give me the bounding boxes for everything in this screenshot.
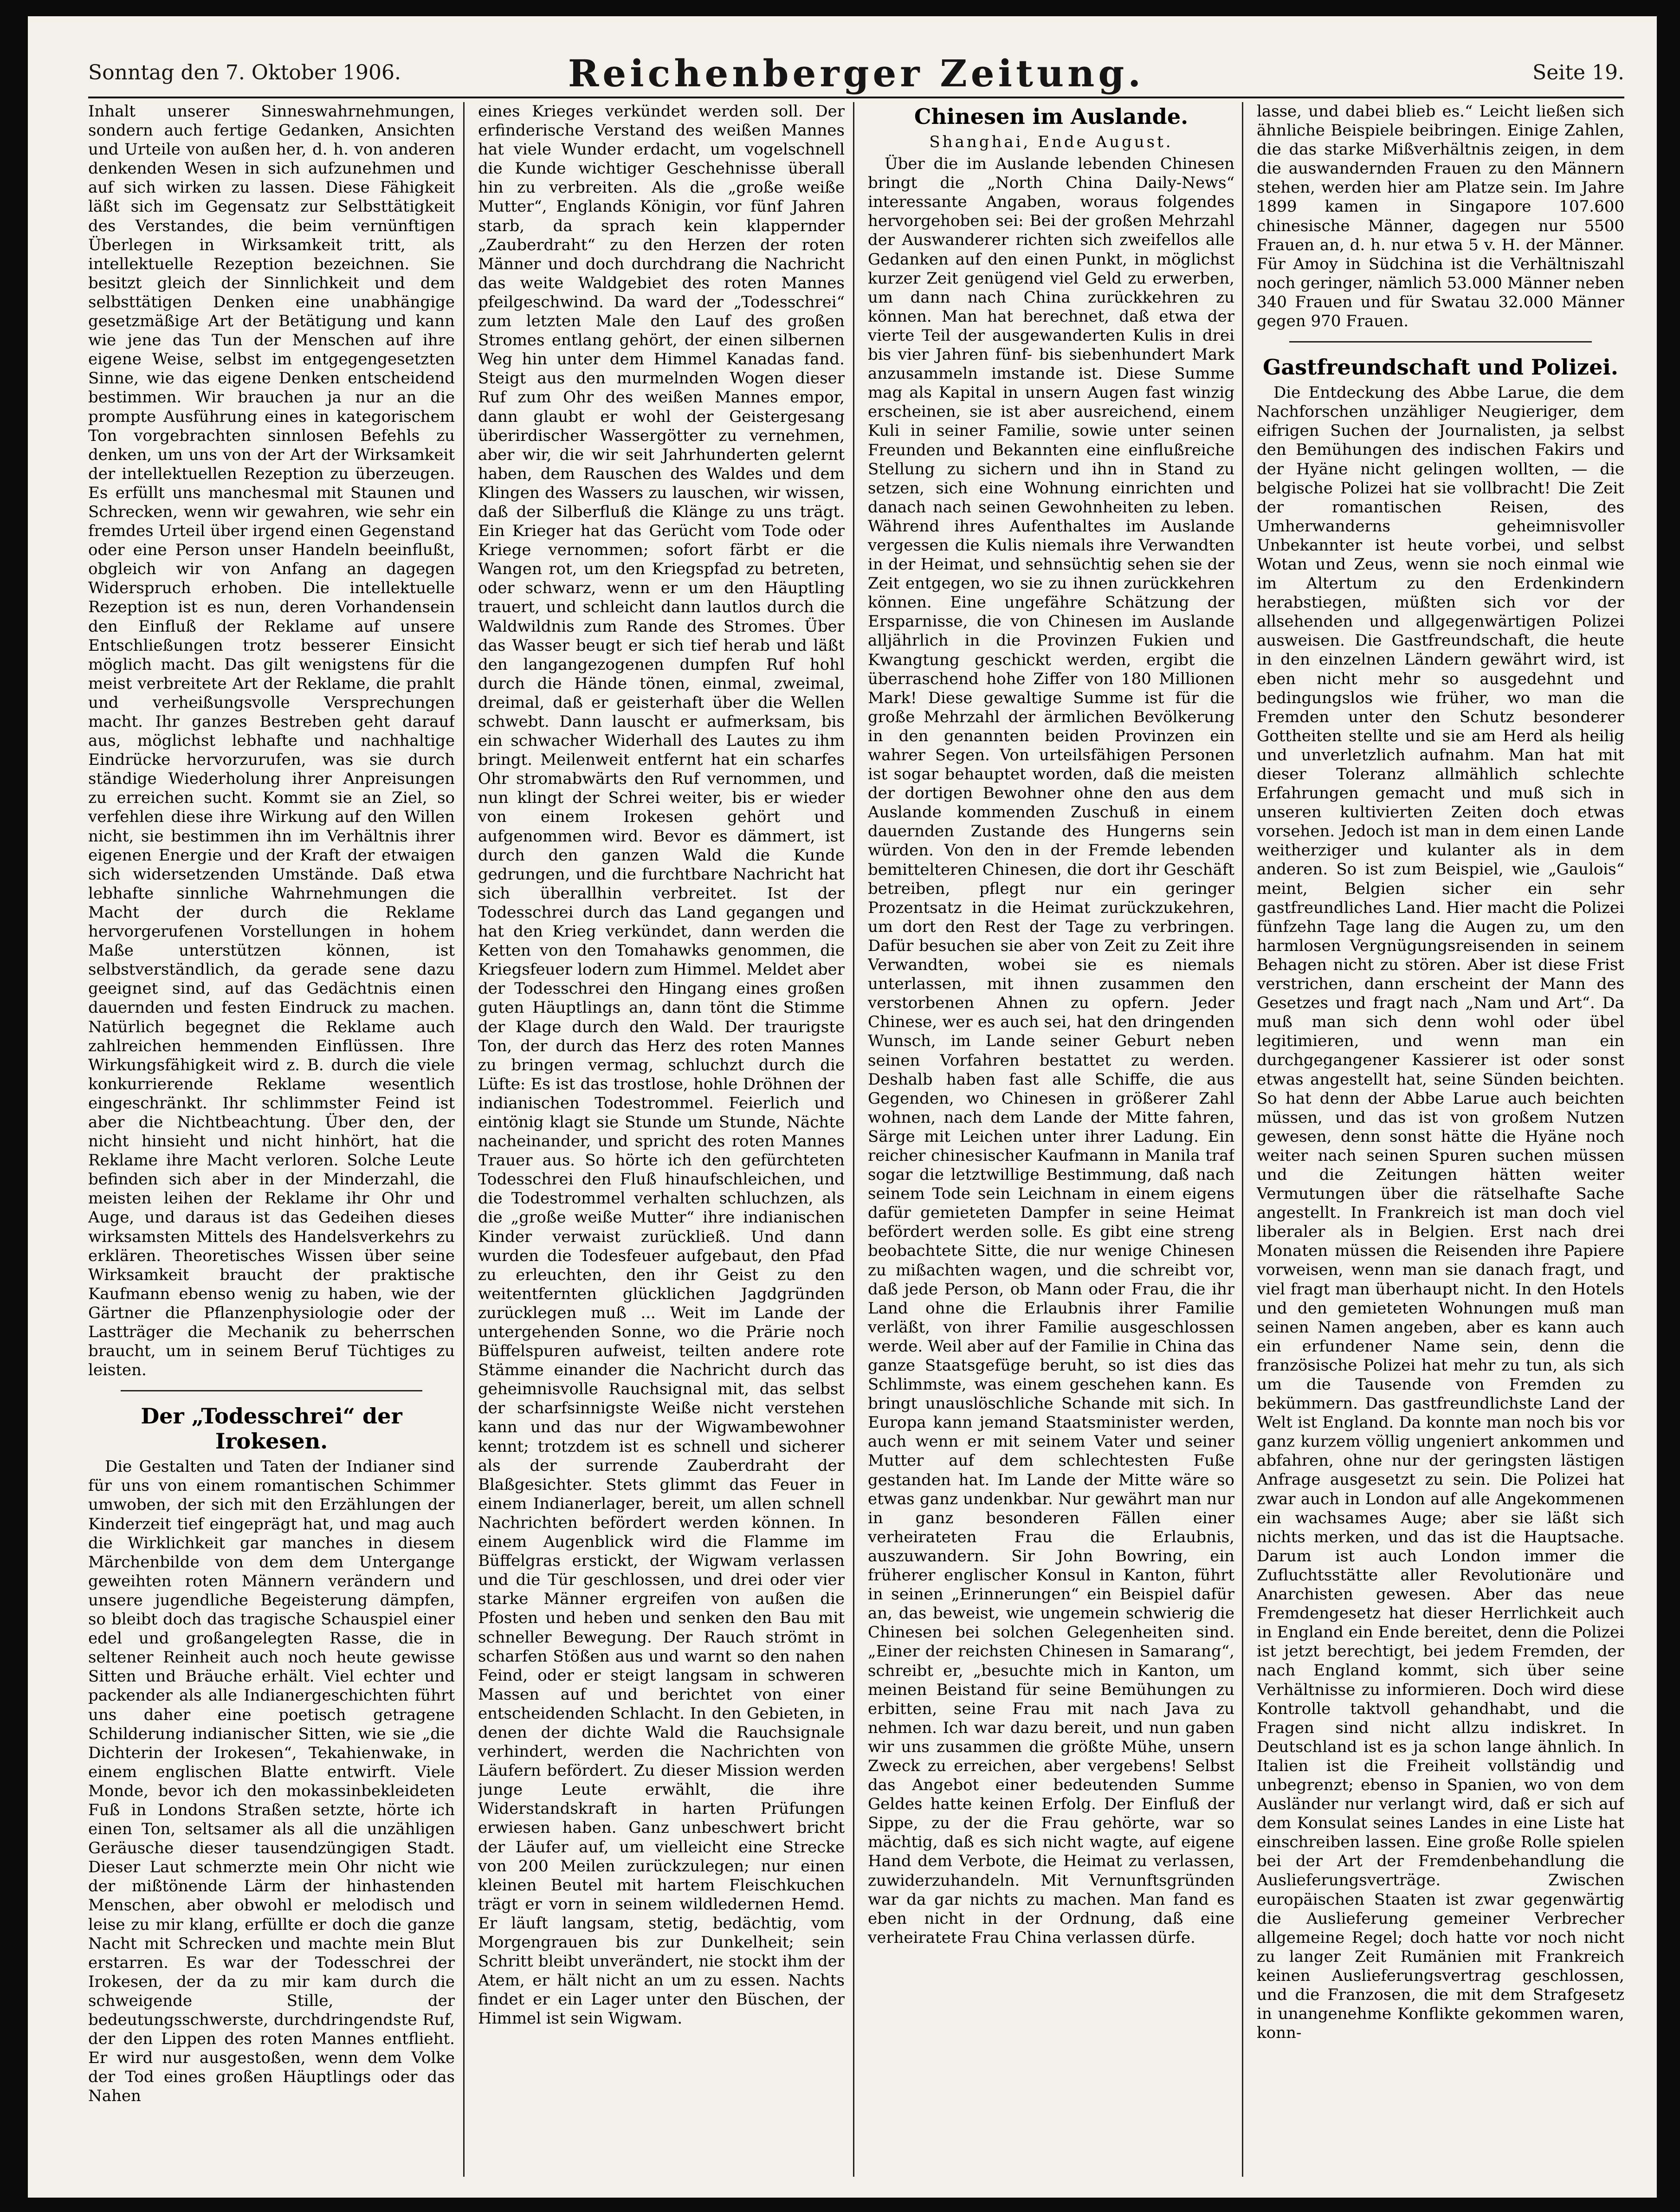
page-header — [88, 43, 1624, 95]
column-3 — [868, 102, 1234, 2177]
column-divider — [1242, 102, 1243, 2177]
article-title: Der „Todesschrei“ der Irokesen. — [141, 1404, 402, 1454]
column-1 — [88, 102, 455, 2177]
article-paragraph: Die Gestalten und Taten der Indianer sind für uns von einem romantischen Schimmer umwoben, der sich mit den Erzählungen der Kinderzeit tief eingeprägt hat, und mag auch die Wirklichkeit gar manches in diesem Märchenbilde von dem dem Untergange geweihten roten Männern verändern und unsere jugendliche Begeisterung dämpfen, so bleibt doch das tragische Schauspiel einer edel und großangelegten Rasse, die in seltener Reinheit auch noch heute gewisse Sitten und Bräuche erhält. Viel echter und packender als alle Indianergeschichten führt uns daher eine poetisch getragene Schilderung indianischer Sitten, wie sie „die Dichterin der Irokesen“, Tekahienwake, in einem englischen Blatte entwirft. Viele Monde, bevor ich den mokassinbekleideten Fuß in Londons Straßen setzte, hörte ich einen Ton, seltsamer als all die unzähligen Geräusche dieser tausendzüngigen Stadt. Dieser Laut schmerzte mein Ohr nicht wie der mißtönende Lärm der hinhastenden Menschen, aber obwohl er melodisch und leise zu mir klang, erfüllte er doch die ganze Nacht mit Schrecken und machte mein Blut erstarren. Es war der Todesschrei der Irokesen, der da zu mir kam durch die schweigende Stille, der bedeutungsschwerste, durchdringendste Ruf, der den Lippen des roten Mannes entflieht. Er wird nur ausgestoßen, wenn dem Volke der Tod eines großen Häuptlings oder das Nahen — [88, 1457, 455, 2106]
column-paragraph: lasse, und dabei blieb es.“ Leicht ließen sich ähnliche Beispiele beibringen. Einige Zahlen, die das starke Mißverhältnis zeigen, in dem die auswandernden Frauen zu den Männern stehen, werden hier am Platze sein. Im Jahre 1899 kamen in Singapore 107.600 chinesische Männer, dagegen nur 5500 Frauen an, d. h. nur etwa 5 v. H. der Männer. Für Amoy in Südchina ist die Verhältniszahl noch geringer, nämlich 53.000 Männer neben 340 Frauen und für Swatau 32.000 Männer gegen 970 Frauen. — [1257, 102, 1624, 331]
masthead-title: Reichenberger Zeitung. — [568, 52, 1145, 95]
page-number: Seite 19. — [1532, 61, 1624, 84]
column-divider — [463, 102, 465, 2177]
issue-date: Sonntag den 7. Oktober 1906. — [88, 61, 401, 84]
column-paragraph: Inhalt unserer Sinneswahrnehmungen, sondern auch fertige Gedanken, Ansichten und Urteile von außen her, d. h. von anderen denkenden Wesen in sich aufzunehmen und auf sich wirken zu lassen. Diese Fähigkeit läßt sich im Gegensatz zur Selbsttätigkeit des Verstandes, die beim vernünftigen Überlegen in Wirksamkeit tritt, als intellektuelle Rezeption bezeichnen. Sie besitzt gleich der Sinnlichkeit und dem selbsttätigen Denken eine unabhängige gesetzmäßige Art der Betätigung und kann wie jene das Tun der Menschen auf ihre eigene Weise, selbst im entgegengesetzten Sinne, wie das eigene Denken entscheidend bestimmen. Wir brauchen ja nur an die prompte Ausführung eines in kategorischem Ton vorgebrachten sinnlosen Befehls zu denken, um uns von der Art der Wirksamkeit der intellektuellen Rezeption zu überzeugen. Es erfüllt uns manchesmal mit Staunen und Schrecken, wenn wir gewahren, wie sehr ein fremdes Urteil über irgend einen Gegenstand oder eine Person unser Handeln beeinflußt, obgleich wir von Anfang an dagegen Widerspruch erhoben. Die intellektuelle Rezeption ist es nun, deren Vorhandensein den Einfluß der Reklame auf unsere Entschließungen trotz besserer Einsicht möglich macht. Das gilt wenigstens für die meist verbreitete Art der Reklame, die prahlt und verheißungsvolle Versprechungen macht. Ihr ganzes Bestreben geht darauf aus, möglichst lebhafte und nachhaltige Eindrücke hervorzurufen, was sie durch ständige Wiederholung ihrer Anpreisungen zu erreichen sucht. Kommt sie an Ziel, so verfehlen diese ihre Wirkung auf den Willen nicht, sie bestimmen ihn im Verhältnis ihrer eigenen Energie und der Kraft der etwaigen sich widersetzenden Umstände. Daß etwa lebhafte sinnliche Wahrnehmungen die Macht der durch die Reklame hervorgerufenen Vorstellungen in hohem Maße unterstützen können, ist selbstverständlich, da gerade sene dazu geeignet sind, auf das Gedächtnis einen dauernden und festen Eindruck zu machen. Natürlich begegnet die Reklame auch zahlreichen hemmenden Einflüssen. Ihre Wirkungsfähigkeit wird z. B. durch die viele konkurrierende Reklame wesentlich eingeschränkt. Ihr schlimmster Feind ist aber die Nichtbeachtung. Über den, der nicht hinsieht und nicht hinhört, hat die Reklame ihre Macht verloren. Solche Leute befinden sich aber in der Minderzahl, die meisten leihen der Reklame ihr Ohr und Auge, und daraus ist das Gedeihen dieses wirksamsten Mittels des Handelsverkehrs zu erklären. Theoretisches Wissen über seine Wirksamkeit braucht der praktische Kaufmann ebenso wenig zu haben, wie der Gärtner die Pflanzenphysiologie oder der Lastträger die Mechanik zu beherrschen braucht, um in seinem Beruf Tüchtiges zu leisten. — [88, 102, 455, 1380]
column-2 — [478, 102, 845, 2177]
article-paragraph: Die Entdeckung des Abbe Larue, die dem Nachforschen unzähliger Neugieriger, dem eifrigen Suchen der Journalisten, ja selbst den Bemühungen des indischen Fakirs und der Hyäne nicht gelingen wollten, — die belgische Polizei hat sie vollbracht! Die Zeit der romantischen Reisen, des Umherwanderns geheimnisvoller Unbekannter ist heute vorbei, und selbst Wotan und Zeus, wenn sie noch einmal wie im Altertum zu den Erdenkindern herabstiegen, müßten sich vor der allsehenden und allgegenwärtigen Polizei ausweisen. Die Gastfreundschaft, die heute in den einzelnen Ländern gewährt wird, ist eben nicht mehr so ausgedehnt und bedingungslos wie früher, wo man die Fremden unter den Schutz besonderer Gottheiten stellte und sie am Herd als heilig und unverletzlich aufnahm. Man hat mit dieser Toleranz allmählich schlechte Erfahrungen gemacht und muß sich in unseren kultivierten Zeiten doch etwas vorsehen. Jedoch ist man in dem einen Lande weitherziger und kulanter als in dem anderen. So ist zum Beispiel, wie „Gaulois“ meint, Belgien sicher ein sehr gastfreundliches Land. Hier macht die Polizei fünfzehn Tage lang die Augen zu, um den harmlosen Vergnügungsreisenden in seinem Behagen nicht zu stören. Aber ist diese Frist verstrichen, dann erscheint der Mann des Gesetzes und fragt nach „Nam und Art“. Da muß man sich denn wohl oder übel legitimieren, und wenn man ein durchgegangener Kassierer ist oder sonst etwas angestellt hat, seine Sünden beichten. So hat denn der Abbe Larue auch beichten müssen, und das ist von großem Nutzen gewesen, denn sonst hätte die Hyäne noch weiter nach seinen Spuren suchen müssen und die Zeitungen hätten weiter Vermutungen über die rätselhafte Sache angestellt. In Frankreich ist man doch viel liberaler als in Belgien. Erst nach drei Monaten müssen die Reisenden ihre Papiere vorweisen, wenn man sie danach fragt, und viel fragt man überhaupt nicht. In den Hotels und den gemieteten Wohnungen muß man seinen Namen angeben, aber es kann auch ein erfundener Name sein, denn die französische Polizei hat mehr zu tun, als sich um die Tausende von Fremden zu bekümmern. Das gastfreundlichste Land der Welt ist England. Da konnte man noch bis vor ganz kurzem völlig ungeniert ankommen und abfahren, ohne nur der geringsten lästigen Anfrage ausgesetzt zu sein. Die Polizei hat zwar auch in London auf alle Angekommenen ein wachsames Auge; aber sie läßt sich nichts merken, und das ist die Hauptsache. Darum ist auch London immer die Zufluchtsstätte aller Revolutionäre und Anarchisten gewesen. Aber das neue Fremdengesetz hat dieser Herrlichkeit auch in England ein Ende bereitet, denn die Polizei ist jetzt berechtigt, bei jedem Fremden, der nach England kommt, sich über seine Verhältnisse zu informieren. Doch wird diese Kontrolle taktvoll gehandhabt, und die Fragen sind nicht allzu indiskret. In Deutschland ist es ja schon lange ähnlich. In Italien ist die Freiheit vollständig und unbegrenzt; ebenso in Spanien, wo von dem Ausländer nur verlangt wird, daß er sich auf dem Konsulat seines Landes in eine Liste hat einschreiben lassen. Eine große Rolle spielen bei der Art der Fremdenbehandlung die Auslieferungsverträge. Zwischen europäischen Staaten ist zwar gegenwärtig die Auslieferung gemeiner Verbrecher allgemeine Regel; doch hatte vor noch nicht zu langer Zeit Rumänien mit Frankreich keinen Auslieferungsvertrag geschlossen, und die Franzosen, die mit dem Strafgesetz in unangenehme Konflikte gekommen waren, konn- — [1257, 383, 1624, 2043]
article-divider — [1289, 341, 1592, 343]
article-divider — [121, 1390, 422, 1391]
column-divider — [853, 102, 854, 2177]
column-paragraph: eines Krieges verkündet werden soll. Der erfinderische Verstand des weißen Mannes hat viele Wunder erdacht, um vogelschnell die Kunde wichtiger Geschehnisse überall hin zu verbreiten. Als die „große weiße Mutter“, Englands Königin, vor fünf Jahren starb, da sprach kein klappernder „Zauberdraht“ zu den Herzen der roten Männer und doch durchdrang die Nachricht das weite Waldgebiet des roten Mannes pfeilgeschwind. Da ward der „Todesschrei“ zum letzten Male den Lauf des großen Stromes entlang gehört, der einen silbernen Weg hin unter dem Himmel Kanadas fand. Steigt aus den murmelnden Wogen dieser Ruf zum Ohr des weißen Mannes empor, dann glaubt er wohl der Geistergesang überirdischer Wassergötter zu vernehmen, aber wir, die wir seit Jahrhunderten gelernt haben, dem Rauschen des Waldes und dem Klingen des Wassers zu lauschen, wir wissen, daß der Silberfluß die Klänge zu uns trägt. Ein Krieger hat das Gerücht vom Tode oder Kriege vernommen; sofort färbt er die Wangen rot, um den Kriegspfad zu betreten, oder schwarz, wenn er um den Häuptling trauert, und schleicht dann lautlos durch die Waldwildnis zum Rande des Stromes. Über das Wasser beugt er sich tief herab und läßt den langangezogenen dumpfen Ruf hohl durch die Hände tönen, einmal, zweimal, dreimal, daß er geisterhaft über die Wellen schwebt. Dann lauscht er aufmerksam, bis ein schwacher Widerhall des Lautes zu ihm bringt. Meilenweit entfernt hat ein scharfes Ohr stromabwärts den Ruf vernommen, und nun klingt der Schrei weiter, bis er wieder von einem Irokesen gehört und aufgenommen wird. Bevor es dämmert, ist durch den ganzen Wald die Kunde gedrungen, und die furchtbare Nachricht hat sich überallhin verbreitet. Ist der Todesschrei durch das Land gegangen und hat den Krieg verkündet, dann werden die Ketten von den Tomahawks genommen, die Kriegsfeuer lodern zum Himmel. Meldet aber der Todesschrei den Hingang eines großen guten Häuptlings an, dann tönt die Stimme der Klage durch den Wald. Der traurigste Ton, der durch das Herz des roten Mannes zu bringen vermag, schluchzt durch die Lüfte: Es ist das trostlose, hohle Dröhnen der indianischen Todestrommel. Feierlich und eintönig klagt sie Stunde um Stunde, Nächte nacheinander, und spricht des roten Mannes Trauer aus. So hörte ich den gefürchteten Todesschrei den Fluß hinaufschleichen, und die Todestrommel verhalten schluchzen, als die „große weiße Mutter“ ihre indianischen Kinder verwaist zurückließ. Und dann wurden die Todesfeuer aufgebaut, den Pfad zu erleuchten, den ihr Geist zu den weitentfernten glücklichen Jagdgründen zurücklegen muß ... Weit im Lande der untergehenden Sonne, wo die Prärie noch Büffelspuren aufweist, teilten andere rote Stämme einander die Nachricht durch das geheimnisvolle Rauchsignal mit, das selbst der scharfsinnigste Weiße nicht verstehen kann und das nur der Wigwambewohner kennt; trotzdem ist es schnell und sicherer als der surrende Zauberdraht der Blaßgesichter. Stets glimmt das Feuer in einem Indianerlager, bereit, um allen schnell Nachrichten befördert werden können. In einem Augenblick wird die Flamme im Büffelgras erstickt, der Wigwam verlassen und die Tür geschlossen, und drei oder vier starke Männer ergreifen von außen die Pfosten und heben und senken den Bau mit schneller Bewegung. Der Rauch strömt in scharfen Stößen aus und warnt so den nahen Feind, oder er steigt langsam in schweren Massen auf und berichtet von einer entscheidenden Schlacht. In den Gebieten, in denen der dichte Wald die Rauchsignale verhindert, werden die Nachrichten von Läufern befördert. Zu dieser Mission werden junge Leute erwählt, die ihre Widerstandskraft in harten Prüfungen erwiesen haben. Ganz unbeschwert bricht der Läufer auf, um vielleicht eine Strecke von 200 Meilen zurückzulegen; nur einen kleinen Beutel mit hartem Fleischkuchen trägt er vorn in seinem wildledernen Hemd. Er läuft langsam, stetig, bedächtig, vom Morgengrauen bis zur Dunkelheit; sein Schritt bleibt unverändert, nie stockt ihm der Atem, er hält nicht an um zu essen. Nachts findet er ein Lager unter den Büschen, der Himmel ist sein Wigwam. — [478, 102, 845, 2028]
article-title: Chinesen im Auslande. — [914, 104, 1189, 129]
header-rule — [88, 97, 1624, 98]
article-title: Gastfreundschaft und Polizei. — [1263, 355, 1618, 380]
column-4 — [1257, 102, 1624, 2177]
article-dateline: Shanghai, Ende August. — [929, 133, 1173, 151]
article-paragraph: Über die im Auslande lebenden Chinesen bringt die „North China Daily-News“ interessante Angaben, woraus folgendes hervorgehoben sei: Bei der großen Mehrzahl der Auswanderer richten sich zweifellos alle Gedanken auf den einen Punkt, in möglichst kurzer Zeit genügend viel Geld zu erwerben, um dann nach China zurückkehren zu können. Man hat berechnet, daß etwa der vierte Teil der ausgewanderten Kulis in drei bis vier Jahren fünf- bis siebenhundert Mark anzusammeln imstande ist. Diese Summe mag als Kapital in unsern Augen fast winzig erscheinen, sie ist aber ausreichend, einem Kuli in seiner Familie, sowie unter seinen Freunden und Bekannten eine einflußreiche Stellung zu sichern und ihn in Stand zu setzen, sich eine Wohnung einrichten und danach nach seinen Gewohnheiten zu leben. Während ihres Aufenthaltes im Auslande vergessen die Kulis niemals ihre Verwandten in der Heimat, und sehnsüchtig sehen sie der Zeit entgegen, wo sie zu ihnen zurückkehren können. Eine ungefähre Schätzung der Ersparnisse, die von Chinesen im Auslande alljährlich in die Provinzen Fukien und Kwangtung geschickt werden, ergibt die überraschend hohe Ziffer von 180 Millionen Mark! Diese gewaltige Summe ist für die große Mehrzahl der ärmlichen Bevölkerung in den genannten beiden Provinzen ein wahrer Segen. Von urteilsfähigen Personen ist sogar behauptet worden, daß die meisten der dortigen Bewohner ohne den aus dem Auslande kommenden Zuschuß in einem dauernden Zustande des Hungerns sein würden. Von den in der Fremde lebenden bemittelteren Chinesen, die dort ihr Geschäft betreiben, pflegt nur ein geringer Prozentsatz in die Heimat zurückzukehren, um dort den Rest der Tage zu verbringen. Dafür besuchen sie aber von Zeit zu Zeit ihre Verwandten, wobei sie es niemals unterlassen, mit ihnen zusammen den verstorbenen Ahnen zu opfern. Jeder Chinese, wer es auch sei, hat den dringenden Wunsch, im Lande seiner Geburt neben seinen Vorfahren bestattet zu werden. Deshalb haben fast alle Schiffe, die aus Gegenden, wo Chinesen in größerer Zahl wohnen, nach dem Lande der Mitte fahren, Särge mit Leichen unter ihrer Ladung. Ein reicher chinesischer Kaufmann in Manila traf sogar die letztwillige Bestimmung, daß nach seinem Tode sein Leichnam in einem eigens dafür gemieteten Dampfer in seine Heimat befördert werden solle. Es gibt eine streng beobachtete Sitte, die nur wenige Chinesen zu mißachten wagen, und die schreibt vor, daß jede Person, ob Mann oder Frau, die ihr Land ohne die Erlaubnis ihrer Familie verläßt, von ihrer Familie ausgeschlossen werde. Weil aber auf der Familie in China das ganze Staatsgefüge beruht, so ist dies das Schlimmste, was einem geschehen kann. Es bringt unauslöschliche Schande mit sich. In Europa kann jemand Staatsminister werden, auch wenn er mit seinem Vater und seiner Mutter auf dem schlechtesten Fuße gestanden hat. Im Lande der Mitte wäre so etwas ganz undenkbar. Nur gewährt man nur in ganz besonderen Fällen einer verheirateten Frau die Erlaubnis, auszuwandern. Sir John Bowring, ein früherer englischer Konsul in Kanton, führt in seinen „Erinnerungen“ ein Beispiel dafür an, das beweist, wie ungemein schwierig die Chinesen bei solchen Gelegenheiten sind. „Einer der reichsten Chinesen in Samarang“, schreibt er, „besuchte mich in Kanton, um meinen Beistand für seine Bemühungen zu erbitten, seine Frau mit nach Java zu nehmen. Ich war dazu bereit, und nun gaben wir uns zusammen die größte Mühe, unsern Zweck zu erreichen, aber vergebens! Selbst das Angebot einer bedeutenden Summe Geldes hatte keinen Erfolg. Der Einfluß der Sippe, zu der die Frau gehörte, war so mächtig, daß es sich nicht wagte, auf eigene Hand dem Verbote, die Heimat zu verlassen, zuwiderzuhandeln. Mit Vernunftsgründen war da gar nichts zu machen. Man fand es eben nicht in der Ordnung, daß eine verheiratete Frau China verlassen dürfe. — [868, 155, 1234, 1947]
